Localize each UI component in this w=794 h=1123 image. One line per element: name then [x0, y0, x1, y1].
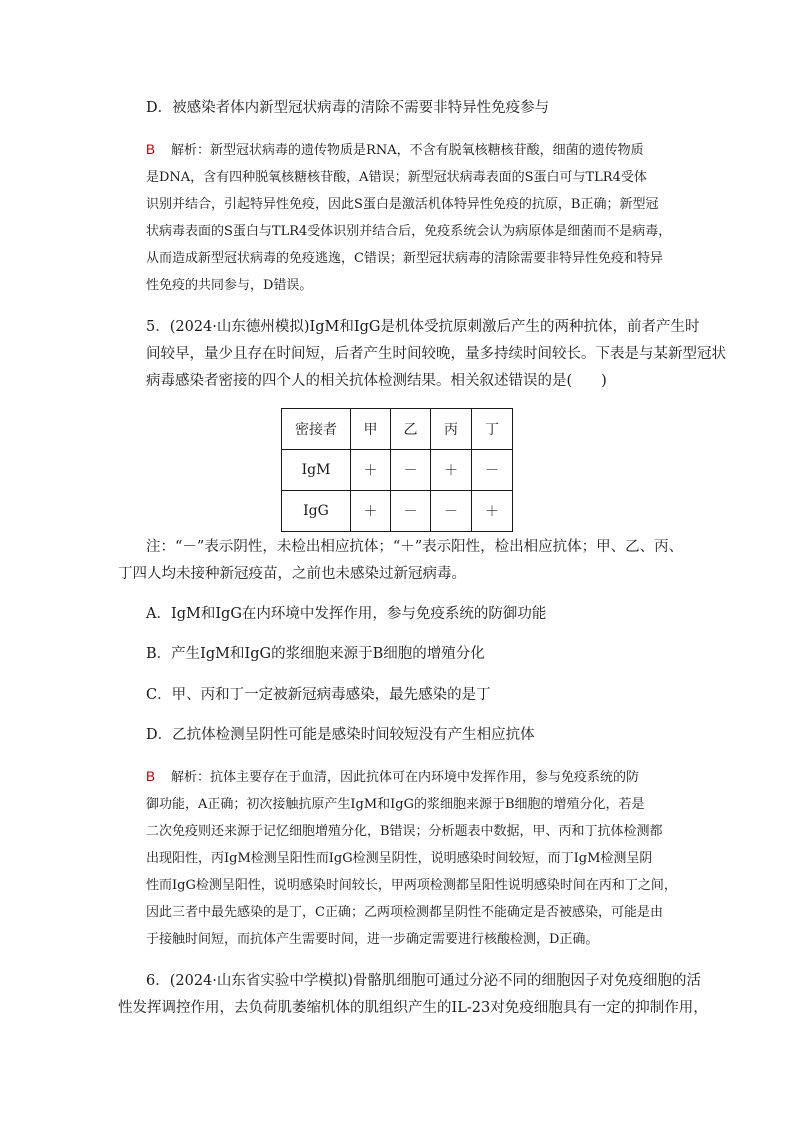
q5-analysis-text: 抗体主要存在于血清，因此抗体可在内环境中发挥作用，参与免疫系统的防 [210, 770, 640, 785]
q5-analysis-line-7: 于接触时间短，而抗体产生需要时间，进一步确定需要进行核酸检测，D正确。 [146, 932, 599, 947]
q5-analysis-label: 解析： [171, 770, 211, 785]
q5-option-b: B．产生IgM和IgG的浆细胞来源于B细胞的增殖分化 [146, 646, 485, 662]
q5-option-d: D．乙抗体检测呈阴性可能是感染时间较短没有产生相应抗体 [146, 727, 535, 743]
q5-stem-line-2: 间较早，量少且存在时间短，后者产生时间较晚，量多持续时间较长。下表是与某新型冠状 [146, 346, 726, 362]
q5-note-line-2: 丁四人均未接种新冠疫苗，之前也未感染过新冠病毒。 [118, 566, 466, 582]
q5-option-a: A．IgM和IgG在内环境中发挥作用，参与免疫系统的防御功能 [146, 606, 547, 622]
table-cell: － [391, 450, 431, 491]
table-header-cell: 乙 [391, 409, 431, 450]
q5-note-line-1: 注：“－”表示阴性，未检出相应抗体；“＋”表示阳性，检出相应抗体；甲、乙、丙、 [146, 539, 684, 555]
q6-stem-line-2: 性发挥调控作用，去负荷肌萎缩机体的肌组织产生的IL-23对免疫细胞具有一定的抑制作用， [118, 1000, 708, 1016]
q5-option-c: C．甲、丙和丁一定被新冠病毒感染，最先感染的是丁 [146, 687, 491, 703]
antibody-result-table [281, 408, 513, 532]
table-cell: ＋ [431, 450, 472, 491]
q4-analysis-line-4: 状病毒表面的S蛋白与TLR4受体识别并结合后，免疫系统会认为病原体是细菌而不是病毒， [146, 224, 672, 239]
q4-answer-letter: B [146, 142, 156, 157]
table-header-row [282, 409, 513, 450]
q5-analysis-line-1 [146, 766, 639, 785]
table-header-cell: 丁 [472, 409, 513, 450]
table-row [282, 450, 513, 491]
q5-analysis-line-3: 二次免疫则还来源于记忆细胞增殖分化，B错误；分析题表中数据，甲、丙和丁抗体检测都 [146, 824, 663, 839]
q4-analysis-line-2: 是DNA，含有四种脱氧核糖核苷酸，A错误；新型冠状病毒表面的S蛋白可与TLR4受体 [146, 170, 647, 185]
table-cell: － [431, 491, 472, 532]
table-header-cell: 丙 [431, 409, 472, 450]
q5-stem-line-1: 5．(2024·山东德州模拟)IgM和IgG是机体受抗原刺激后产生的两种抗体，前者产生时 [146, 319, 700, 335]
table-cell: IgM [282, 450, 351, 491]
q4-analysis-line-6: 性免疫的共同参与，D错误。 [146, 278, 313, 293]
table-row [282, 491, 513, 532]
table-cell: ＋ [472, 491, 513, 532]
q4-analysis-line-1 [146, 139, 644, 158]
q5-answer-letter: B [146, 769, 156, 784]
q5-analysis-line-5: 性而IgG检测呈阳性，说明感染时间较长，甲两项检测都呈阳性说明感染时间在丙和丁之间， [146, 878, 677, 893]
q4-option-d: D．被感染者体内新型冠状病毒的清除不需要非特异性免疫参与 [146, 100, 550, 116]
q4-analysis-text: 新型冠状病毒的遗传物质是RNA，不含有脱氧核糖核苷酸，细菌的遗传物质 [210, 143, 644, 158]
q5-stem-line-3: 病毒感染者密接的四个人的相关抗体检测结果。相关叙述错误的是( ) [146, 373, 607, 389]
q6-stem-line-1: 6．(2024·山东省实验中学模拟)骨骼肌细胞可通过分泌不同的细胞因子对免疫细胞的活 [146, 973, 702, 989]
table-cell: － [391, 491, 431, 532]
table-cell: ＋ [351, 450, 391, 491]
table-cell: IgG [282, 491, 351, 532]
q4-analysis-label: 解析： [171, 143, 211, 158]
q4-analysis-line-3: 识别并结合，引起特异性免疫，因此S蛋白是激活机体特异性免疫的抗原，B正确；新型冠 [146, 197, 659, 212]
table-header-cell: 密接者 [282, 409, 351, 450]
table-cell: ＋ [351, 491, 391, 532]
q4-analysis-line-5: 从而造成新型冠状病毒的免疫逃逸，C错误；新型冠状病毒的清除需要非特异性免疫和特异 [146, 251, 663, 266]
q5-analysis-line-4: 出现阳性，丙IgM检测呈阳性而IgG检测呈阴性，说明感染时间较短，而丁IgM检测呈阴 [146, 851, 653, 866]
q5-analysis-line-2: 御功能，A正确；初次接触抗原产生IgM和IgG的浆细胞来源于B细胞的增殖分化，若是 [146, 797, 645, 812]
table-header-cell: 甲 [351, 409, 391, 450]
q5-analysis-line-6: 因此三者中最先感染的是丁，C正确；乙两项检测都呈阴性不能确定是否被感染，可能是由 [146, 905, 663, 920]
table-cell: － [472, 450, 513, 491]
